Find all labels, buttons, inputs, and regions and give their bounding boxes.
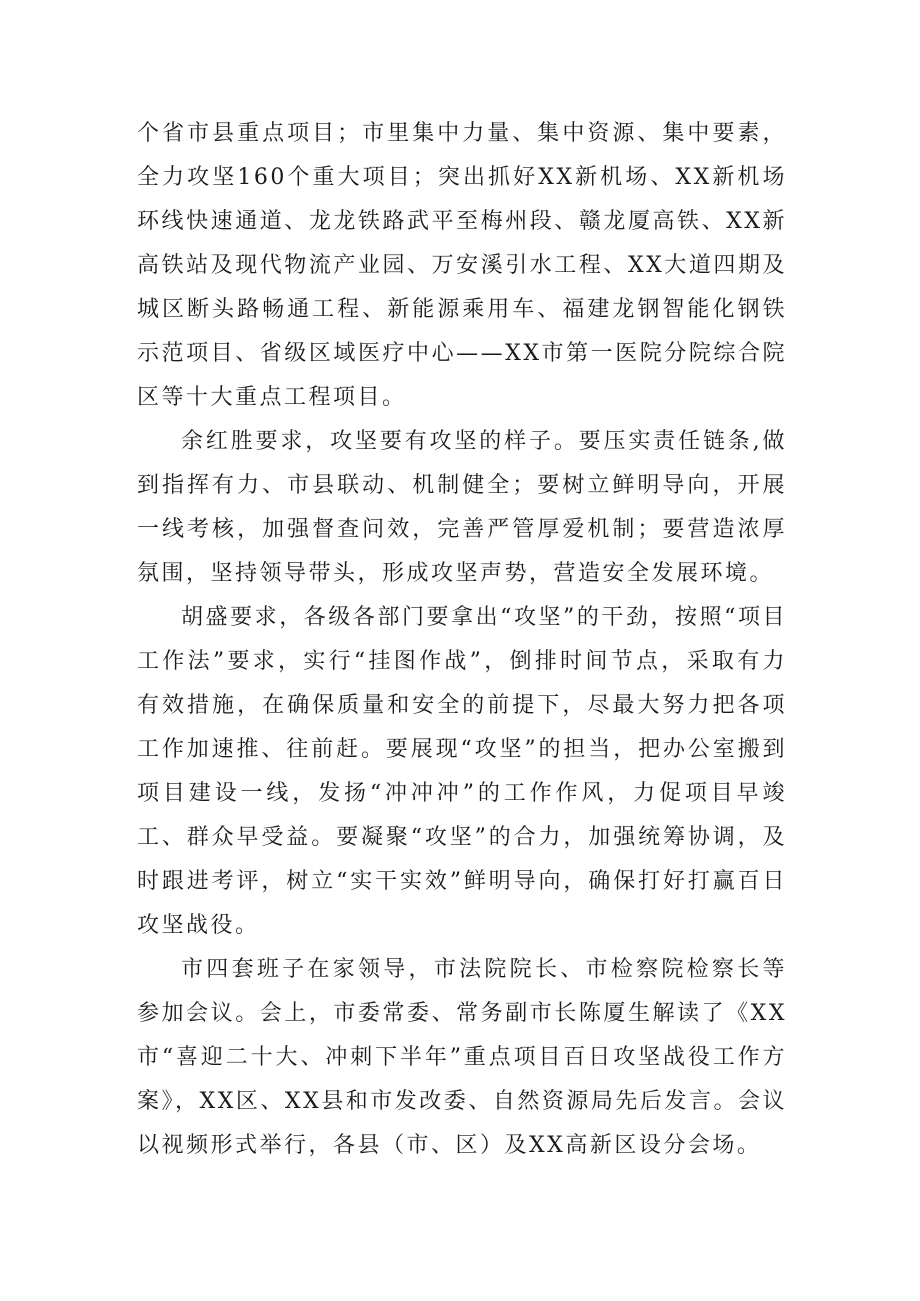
body-text xyxy=(137,112,787,1168)
paragraph: 市四套班子在家领导，市法院院长、市检察院检察长等参加会议。会上，市委常委、常务副市长陈厦生解读了《XX市“喜迎二十大、冲刺下半年”重点项目百日攻坚战役工作方案》，XX区、XX县和市发改委、自然资源局先后发言。会议以视频形式举行，各县（市、区）及XX高新区设分会场。 xyxy=(137,957,787,1158)
paragraph-continued: 个省市县重点项目；市里集中力量、集中资源、集中要素，全力攻坚160个重大项目；突出抓好XX新机场、XX新机场环线快速通道、龙龙铁路武平至梅州段、赣龙厦高铁、XX新高铁站及现代物流产业园、万安溪引水工程、XX大道四期及城区断头路畅通工程、新能源乘用车、福建龙钢智能化钢铁示范项目、省级区域医疗中心——XX市第一医院分院综合院区等十大重点工程项目。 xyxy=(137,121,787,410)
paragraph: 胡盛要求，各级各部门要拿出“攻坚”的干劲，按照“项目工作法”要求，实行“挂图作战”，倒排时间节点，采取有力有效措施，在确保质量和安全的前提下，尽最大努力把各项工作加速推、往前赶。要展现“攻坚”的担当，把办公室搬到项目建设一线，发扬“冲冲冲”的工作作风，力促项目早竣工、群众早受益。要凝聚“攻坚”的合力，加强统筹协调，及时跟进考评，树立“实干实效”鲜明导向，确保打好打赢百日攻坚战役。 xyxy=(137,605,787,938)
paragraph: 余红胜要求，攻坚要有攻坚的样子。要压实责任链条,做到指挥有力、市县联动、机制健全；要树立鲜明导向，开展一线考核，加强督查问效，完善严管厚爱机制；要营造浓厚氛围，坚持领导带头，形成攻坚声势，营造安全发展环境。 xyxy=(137,429,787,586)
